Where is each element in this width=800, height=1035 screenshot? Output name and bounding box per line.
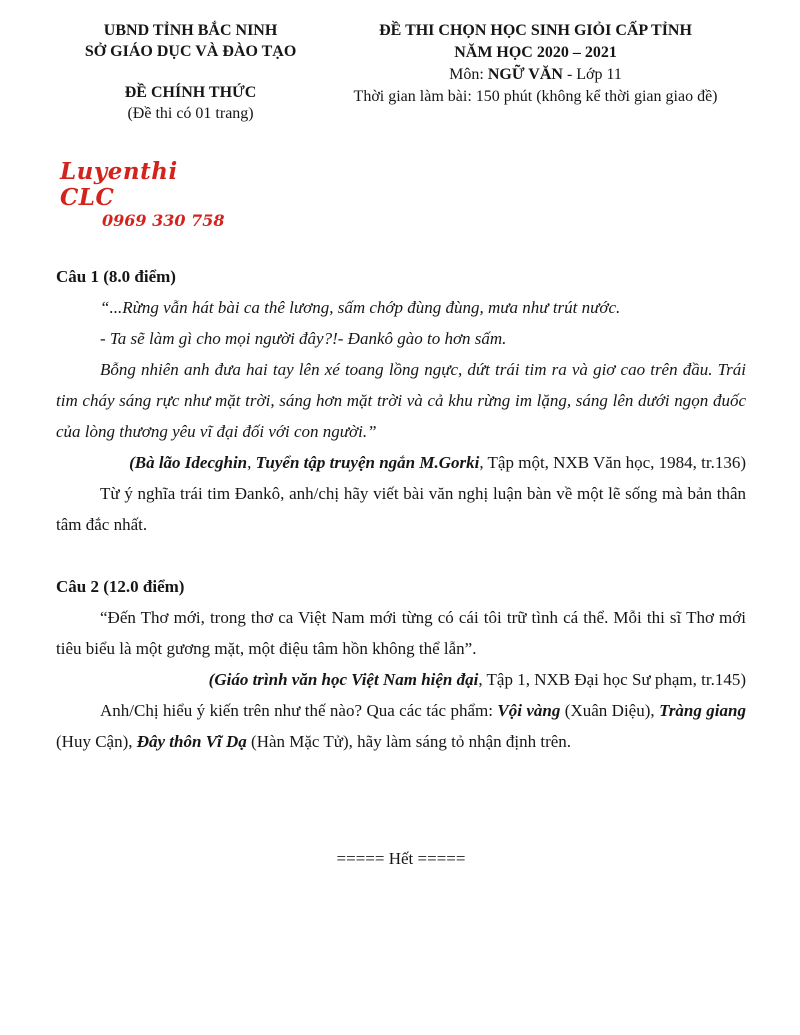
question-1-quote-paragraph: Bỗng nhiên anh đưa hai tay lên xé toang lồng ngực, dứt trái tim ra và giơ cao trên đầu. Trái tim cháy sáng rực như mặt trời, sáng hơn mặt trời và cả khu rừng im lặng, sáng lên dưới ngọn đuốc của lòng thương yêu vĩ đại đối với con người.” <box>56 360 746 441</box>
question-1-heading: Câu 1 (8.0 điểm) <box>56 267 176 286</box>
task-text-part1: Anh/Chị hiểu ý kiến trên như thế nào? Qua các tác phẩm: <box>100 701 498 720</box>
exam-title-line1: ĐỀ THI CHỌN HỌC SINH GIỎI CẤP TỈNH <box>379 22 692 39</box>
duration-line: Thời gian làm bài: 150 phút (không kể thời gian giao đề) <box>353 88 718 105</box>
cited-textbook-title: Giáo trình văn học Việt Nam hiện đại <box>214 670 479 689</box>
poem-title-day-thon-vi-da: Đây thôn Vĩ Dạ <box>136 732 247 751</box>
subject-name: NGỮ VĂN <box>487 66 563 83</box>
task-text-part2: (Xuân Diệu), <box>560 701 660 720</box>
question-2-task <box>56 695 746 757</box>
question-2-heading: Câu 2 (12.0 điểm) <box>56 577 185 596</box>
header-right-block <box>325 20 746 125</box>
end-of-exam-marker: ===== Hết ===== <box>336 849 466 868</box>
question-2-quote: “Đến Thơ mới, trong thơ ca Việt Nam mới từng có cái tôi trữ tình cá thể. Mỗi thi sĩ Thơ mới tiêu biểu là một gương mặt, một điệu tâm hồn không thể lẫn”. <box>56 608 746 658</box>
citation-publisher-info: , Tập một, NXB Văn học, 1984, tr.136) <box>479 453 746 472</box>
logo-phone-number: 0969 330 758 <box>102 211 225 230</box>
citation-separator: , <box>247 453 256 472</box>
document-body <box>56 261 746 874</box>
authority-name-line2: SỞ GIÁO DỤC VÀ ĐÀO TẠO <box>84 43 297 60</box>
task-text-part4: (Hàn Mặc Tử), hãy làm sáng tỏ nhận định trên. <box>246 732 572 751</box>
question-2 <box>56 571 746 757</box>
question-2-citation <box>56 664 746 695</box>
question-1-citation <box>56 447 746 478</box>
subject-line <box>325 64 746 86</box>
document-header <box>56 20 746 125</box>
luyenthi-clc-logo <box>60 159 240 231</box>
exam-title-line2: NĂM HỌC 2020 – 2021 <box>454 44 617 61</box>
page-count-note: (Đề thi có 01 trang) <box>127 105 254 122</box>
poem-title-voi-vang: Vội vàng <box>497 701 561 720</box>
cited-story-title: Bà lão Idecghin <box>134 453 248 472</box>
question-1-task: Từ ý nghĩa trái tim Đankô, anh/chị hãy viết bài văn nghị luận bàn về một lẽ sống mà bản thân tâm đắc nhất. <box>56 484 746 534</box>
subject-prefix: Môn: <box>449 66 488 83</box>
question-1-quote-line1: “...Rừng vẫn hát bài ca thê lương, sấm chớp đùng đùng, mưa như trút nước. <box>100 298 621 317</box>
logo-brand-text: Luyenthi CLC <box>60 158 178 211</box>
subject-suffix: - Lớp 11 <box>562 66 622 83</box>
cited-collection-title: Tuyển tập truyện ngắn M.Gorki <box>255 453 480 472</box>
citation-open-paren: ( <box>208 670 215 689</box>
official-exam-label: ĐỀ CHÍNH THỨC <box>124 84 257 101</box>
question-1-quote-line2: - Ta sẽ làm gì cho mọi người đây?!- Đankô gào to hơn sấm. <box>100 329 507 348</box>
citation-publisher-info: , Tập 1, NXB Đại học Sư phạm, tr.145) <box>478 670 746 689</box>
citation-open-paren: ( <box>129 453 135 472</box>
header-left-block <box>56 20 325 125</box>
authority-name-line1: UBND TỈNH BẮC NINH <box>103 22 278 39</box>
poem-title-trang-giang: Tràng giang <box>659 701 746 720</box>
task-text-part3: (Huy Cận), <box>56 732 137 751</box>
question-1 <box>56 261 746 540</box>
